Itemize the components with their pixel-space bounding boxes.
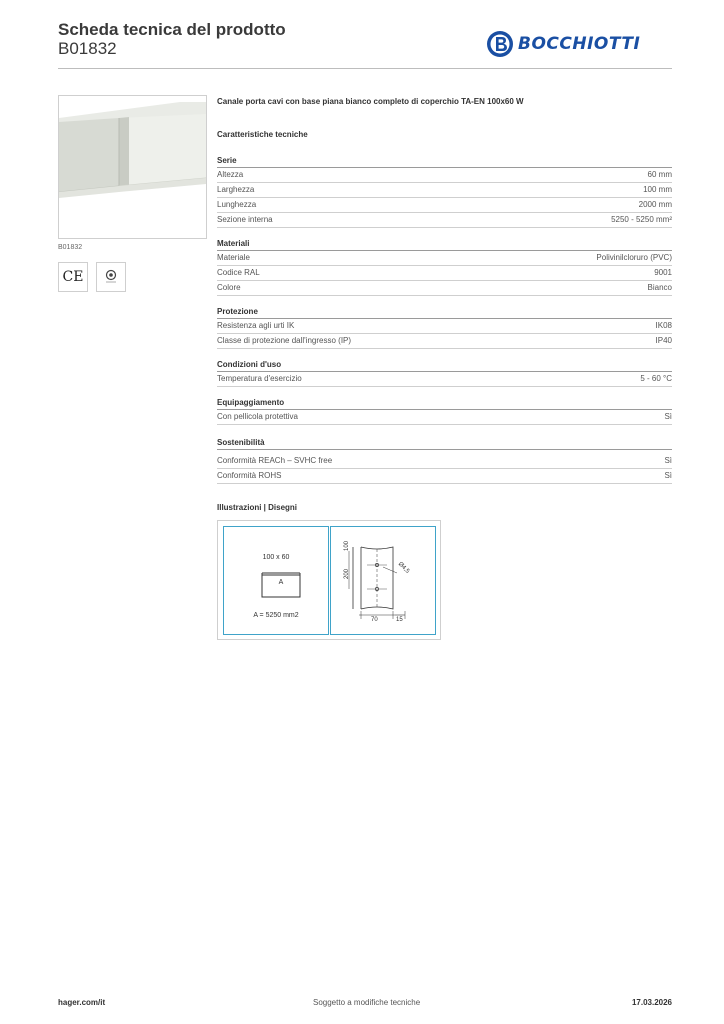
spec-row xyxy=(217,251,672,266)
area-value-label: A = 5250 mm2 xyxy=(253,612,299,619)
spec-section-serie xyxy=(217,155,672,228)
spec-value: 5250 - 5250 mm² xyxy=(611,215,672,224)
area-symbol: A xyxy=(278,579,284,586)
spec-label: Sezione interna xyxy=(217,215,273,224)
fixing-holes-drawing xyxy=(330,526,436,635)
footer-note: Soggetto a modifiche tecniche xyxy=(313,998,421,1007)
section-title: Condizioni d'uso xyxy=(217,359,672,372)
spec-row xyxy=(217,198,672,213)
spec-section-sostenibilita xyxy=(217,437,672,484)
spec-label: Altezza xyxy=(217,170,244,179)
spec-row xyxy=(217,372,672,387)
technical-specs-title: Caratteristiche tecniche xyxy=(217,130,308,139)
spec-label: Con pellicola protettiva xyxy=(217,412,298,421)
footer-date: 17.03.2026 xyxy=(631,998,672,1007)
spec-value: IK08 xyxy=(655,321,672,330)
spec-value: 9001 xyxy=(654,268,672,277)
product-description: Canale porta cavi con base piana bianco completo di coperchio TA-EN 100x60 W xyxy=(217,97,524,106)
brand-name: BOCCHIOTTI xyxy=(518,34,641,54)
spec-label: Resistenza agli urti IK xyxy=(217,321,295,330)
image-caption: B01832 xyxy=(58,244,83,251)
dim-15-label: 15 xyxy=(396,617,403,623)
spec-row xyxy=(217,168,672,183)
illustrations-title: Illustrazioni | Disegni xyxy=(217,503,298,512)
spec-section-protezione xyxy=(217,306,672,349)
spec-section-condizioni xyxy=(217,359,672,387)
spec-row xyxy=(217,410,672,425)
spec-row xyxy=(217,469,672,484)
cable-trunking-illustration xyxy=(59,96,206,238)
spec-value: Sì xyxy=(664,471,672,480)
footer-website[interactable]: hager.com/it xyxy=(58,998,106,1007)
section-title: Materiali xyxy=(217,238,672,251)
brand-logo xyxy=(486,28,640,60)
product-code: B01832 xyxy=(58,39,117,58)
spec-label: Colore xyxy=(217,283,241,292)
spec-value: 60 mm xyxy=(647,170,672,179)
section-title: Serie xyxy=(217,155,672,168)
spec-value: 2000 mm xyxy=(638,200,672,209)
dim-hole-label: Ø4,5 xyxy=(396,561,411,575)
product-image xyxy=(58,95,207,239)
section-title: Protezione xyxy=(217,306,672,319)
spec-value: 5 - 60 °C xyxy=(640,374,672,383)
spec-label: Temperatura d'esercizio xyxy=(217,374,302,383)
cross-section-drawing xyxy=(223,526,329,635)
spec-row xyxy=(217,334,672,349)
spec-row xyxy=(217,213,672,228)
dim-100-label: 100 xyxy=(344,540,350,551)
spec-label: Codice RAL xyxy=(217,268,260,277)
dim-70-label: 70 xyxy=(371,617,378,623)
spec-label: Lunghezza xyxy=(217,200,257,209)
spec-value: 100 mm xyxy=(643,185,672,194)
spec-value: Bianco xyxy=(647,283,672,292)
spec-section-equipaggiamento xyxy=(217,397,672,425)
drawing-size-label: 100 x 60 xyxy=(262,554,290,561)
dim-200-label: 200 xyxy=(344,568,350,579)
spec-row xyxy=(217,319,672,334)
spec-value: Sì xyxy=(664,412,672,421)
spec-row xyxy=(217,454,672,469)
spec-label: Classe di protezione dall'ingresso (IP) xyxy=(217,336,352,345)
spec-row xyxy=(217,281,672,296)
ce-mark-icon: CE xyxy=(58,262,88,292)
spec-value: Sì xyxy=(664,456,672,465)
page-title: Scheda tecnica del prodotto xyxy=(58,20,286,39)
spec-label: Larghezza xyxy=(217,185,255,194)
spec-label: Conformità ROHS xyxy=(217,471,282,480)
header-divider xyxy=(58,68,672,69)
spec-row xyxy=(217,266,672,281)
technical-drawings xyxy=(217,520,441,640)
certification-mark-icon xyxy=(96,262,126,292)
bocchiotti-logo-icon xyxy=(486,29,514,59)
section-title: Sostenibilità xyxy=(217,437,672,450)
spec-section-materiali xyxy=(217,238,672,296)
spec-value: Polivinilcloruro (PVC) xyxy=(596,253,672,262)
spec-label: Materiale xyxy=(217,253,250,262)
section-title: Equipaggiamento xyxy=(217,397,672,410)
spec-label: Conformità REACh – SVHC free xyxy=(217,456,333,465)
spec-row xyxy=(217,183,672,198)
spec-value: IP40 xyxy=(655,336,672,345)
